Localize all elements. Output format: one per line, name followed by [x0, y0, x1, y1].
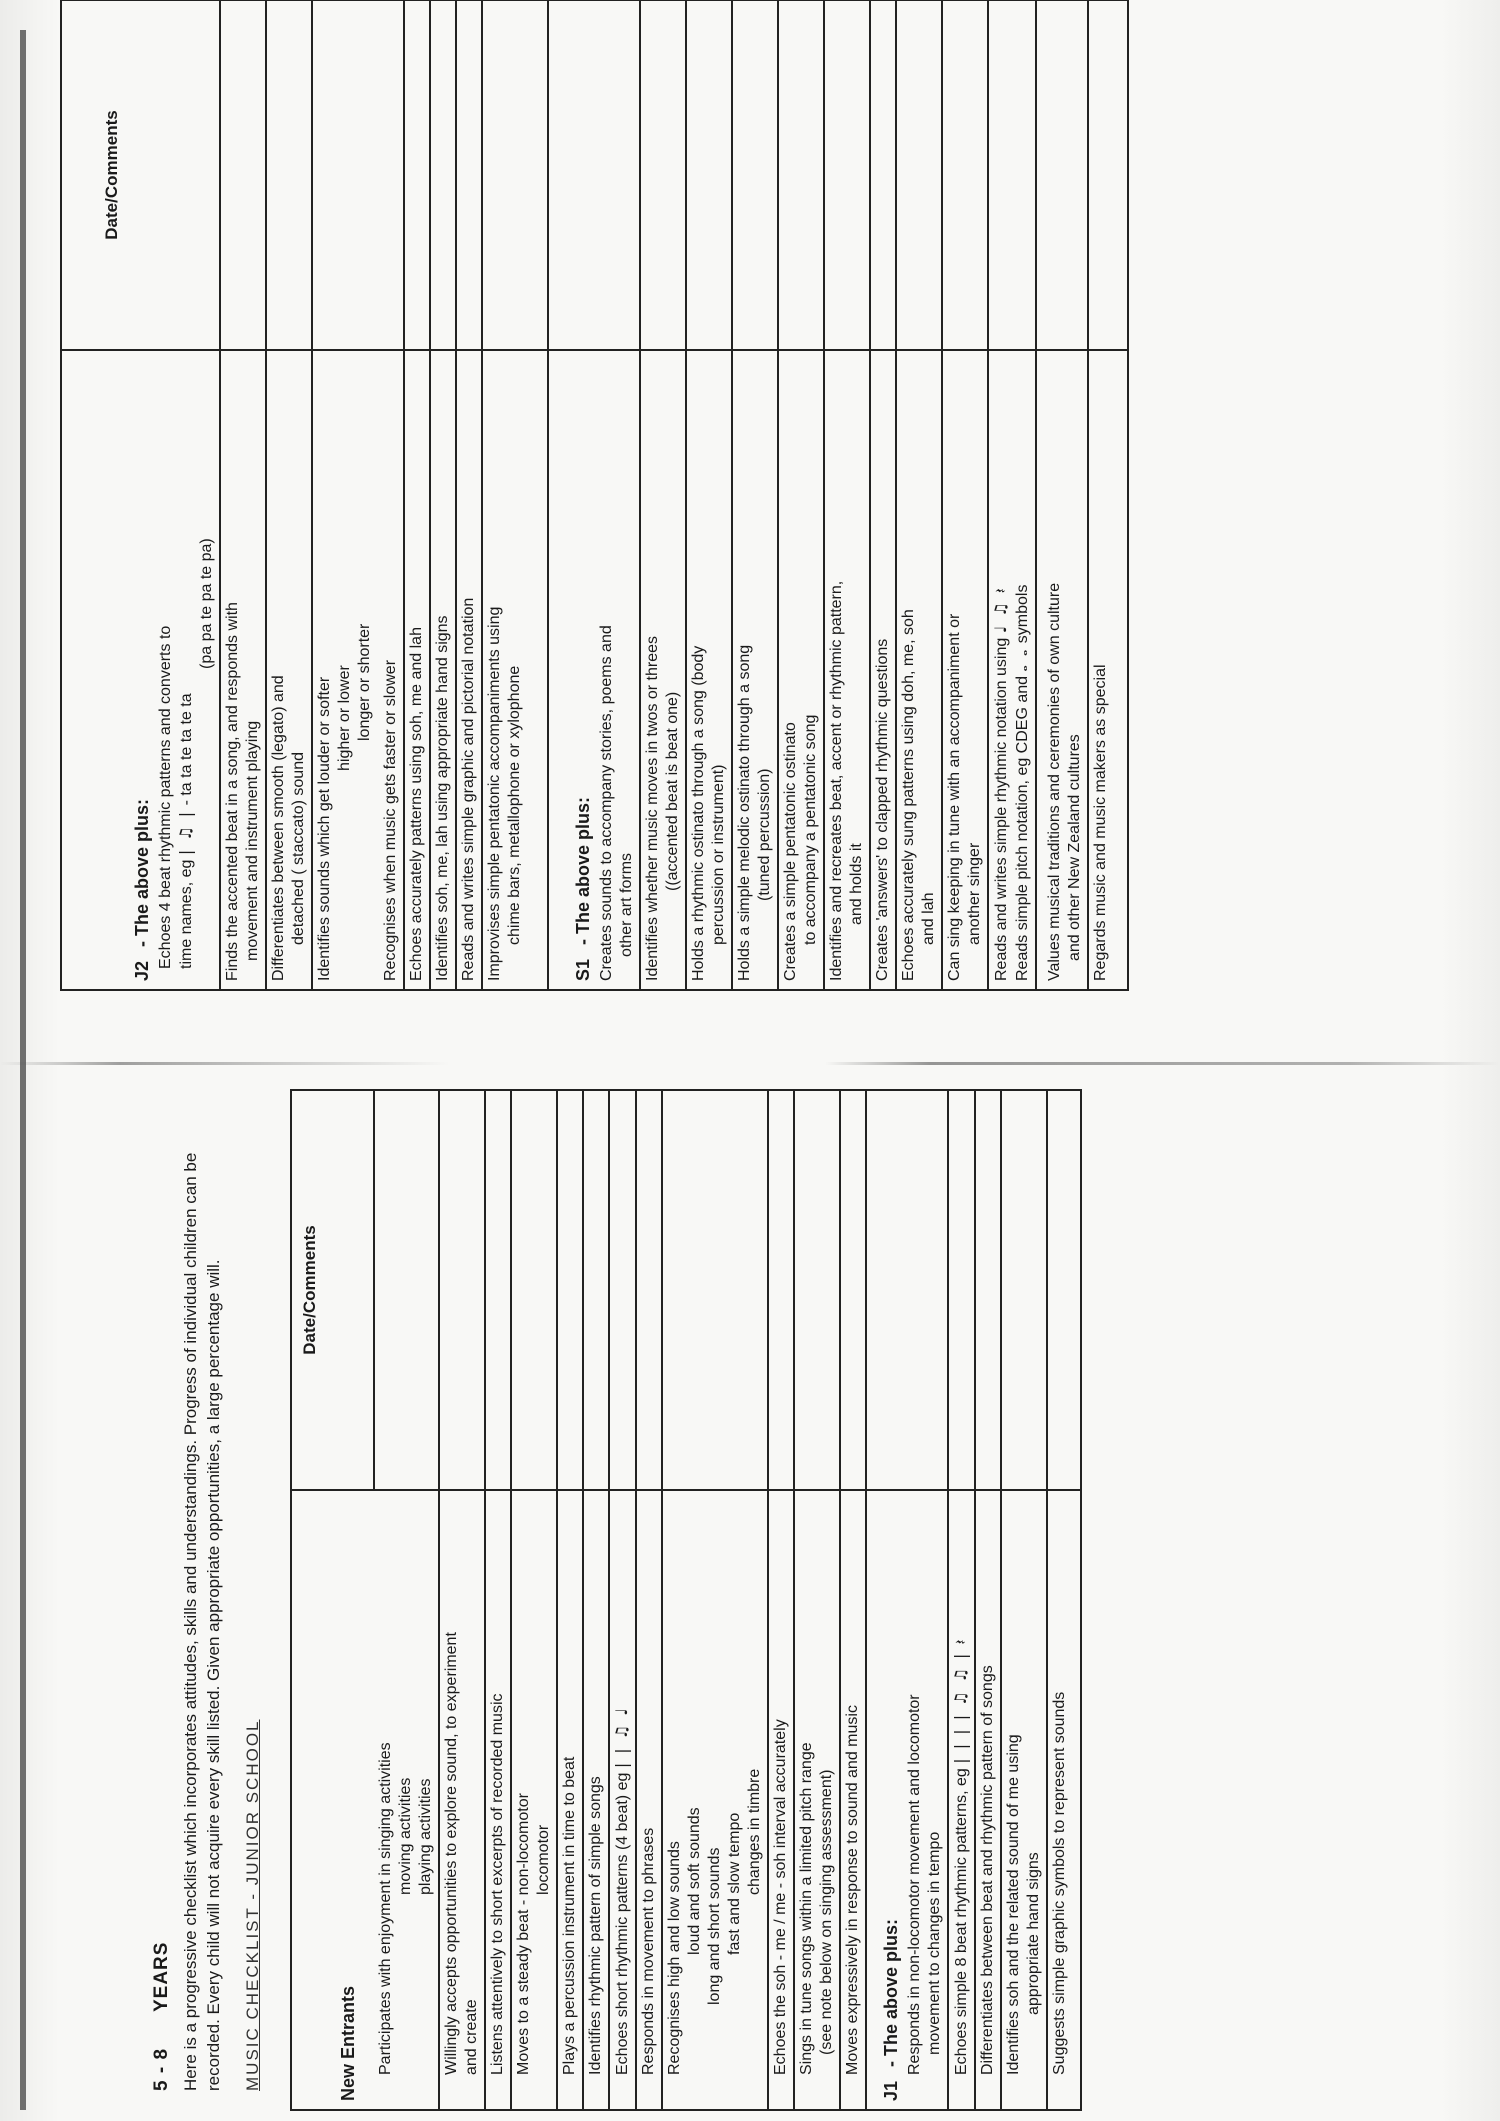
comment-cell[interactable]: [840, 1090, 866, 1490]
age-label: YEARS: [151, 1941, 172, 2013]
checklist-item: [794, 1490, 840, 2110]
checklist-item: [636, 1490, 662, 2110]
item-text: Identifies soh and the related sound of me using: [1005, 1734, 1022, 2075]
item-text: time names, eg: [178, 859, 195, 969]
item-text: Sings in tune songs within a limited pitch range: [798, 1742, 815, 2075]
item-text: playing activities: [417, 1778, 434, 1895]
comment-cell[interactable]: [511, 1090, 557, 1490]
section-heading-text: The above plus:: [573, 796, 593, 934]
item-text: Plays a percussion instrument in time to beat: [561, 1756, 578, 2075]
item-text: Echoes accurately sung patterns using doh, me, soh: [900, 609, 917, 981]
comment-cell[interactable]: [456, 0, 482, 350]
rhythm-notation-icon: ♩ ♫ 𝄽: [991, 586, 1010, 634]
comment-cell[interactable]: [870, 0, 896, 350]
checklist-item: [768, 1490, 794, 2110]
comment-cell[interactable]: [583, 1090, 609, 1490]
comment-cell[interactable]: [988, 0, 1036, 350]
item-text: another singer: [966, 842, 983, 945]
comment-cell[interactable]: [485, 1090, 511, 1490]
comment-cell[interactable]: [866, 1090, 903, 1490]
comment-cell[interactable]: [640, 0, 686, 350]
intro-description: Here is a progressive checklist which incorporates attitudes, skills and understandings. Progress of individual children can be recorded. Every child will not acquire every skill listed. Given appropriate opportunities, a large percentage will.: [181, 1152, 223, 2091]
comment-cell[interactable]: [482, 0, 548, 350]
item-text: movement to changes in tempo: [926, 1831, 943, 2055]
item-text: Responds in movement to phrases: [640, 1827, 657, 2075]
checklist-item: [595, 350, 640, 990]
item-text: longer or shorter: [356, 623, 373, 741]
checklist-item: [640, 350, 686, 990]
age-heading: [150, 1131, 173, 2091]
comment-cell[interactable]: [896, 0, 942, 350]
comment-cell[interactable]: [1088, 0, 1128, 350]
item-text: appropriate hand signs: [1025, 1852, 1042, 2015]
item-text: Identifies sounds which get louder or softer: [316, 676, 333, 981]
new-entrants-heading: New Entrants: [338, 1985, 358, 2101]
checklist-item: [266, 350, 312, 990]
item-text: Identifies rhythmic pattern of simple songs: [587, 1776, 604, 2075]
item-text: and lah: [920, 892, 937, 945]
checklist-table-new-entrants-j1: [290, 1089, 1082, 2111]
item-text: loud and soft sounds: [686, 1807, 703, 1955]
checklist-item: [609, 1490, 636, 2110]
comment-cell[interactable]: [154, 0, 220, 350]
item-text: Recognises high and low sounds: [666, 1841, 683, 2075]
checklist-item: [312, 350, 404, 990]
section-heading-j1: J1- The above plus:: [866, 1490, 903, 2110]
section-code: S1: [573, 958, 593, 981]
checklist-item: [896, 350, 942, 990]
comment-cell[interactable]: [1036, 0, 1088, 350]
item-text: fast and slow tempo: [726, 1812, 743, 1955]
comment-cell[interactable]: [1047, 1090, 1081, 1490]
item-text: (see note below on singing assessment): [818, 1769, 835, 2055]
checklist-item: [778, 350, 824, 990]
section-heading-j2: J2- The above plus:: [61, 350, 154, 990]
section-code: J2: [132, 960, 152, 981]
checklist-item: [511, 1490, 557, 2110]
pitch-notation-icon: 𝅝 𝅝: [1012, 647, 1031, 672]
item-text: Finds the accented beat in a song, and responds with: [224, 602, 241, 981]
checklist-item: [1088, 350, 1128, 990]
item-text: Echoes simple 8 beat rhythmic patterns, eg: [953, 1768, 970, 2075]
item-text: Values musical traditions and ceremonies of own culture: [1046, 582, 1063, 981]
section-code: J1: [881, 2080, 901, 2101]
item-text: Identifies and recreates beat, accent or rhythmic pattern,: [828, 580, 845, 981]
checklist-item: [1001, 1490, 1047, 2110]
rhythm-notation-icon: | | | | ♫ ♫ | 𝄽: [951, 1637, 970, 1764]
section-heading-new-entrants: [291, 1490, 374, 2110]
item-text: Suggests simple graphic symbols to represent sounds: [1051, 1691, 1068, 2075]
comments-column-header: Date/Comments: [291, 1090, 374, 1490]
comment-cell[interactable]: [686, 0, 732, 350]
checklist-item: [220, 350, 266, 990]
item-text: other art forms: [618, 852, 635, 957]
comment-cell[interactable]: [439, 1090, 485, 1490]
item-text: Reads and writes simple graphic and pictorial notation: [460, 597, 477, 981]
item-text: higher or lower: [336, 665, 353, 771]
item-text: Holds a rhythmic ostinato through a song (body: [690, 645, 707, 981]
comment-cell[interactable]: [732, 0, 778, 350]
item-text: Participates with enjoyment in singing activities: [377, 1742, 394, 2075]
checklist-item: [732, 350, 778, 990]
item-text: Regards music and music makers as special: [1092, 664, 1109, 981]
item-text: and other New Zealand cultures: [1066, 734, 1083, 961]
checklist-item: [662, 1490, 768, 2110]
item-text: Recognises when music gets faster or slower: [382, 659, 399, 981]
item-text: Holds a simple melodic ostinato through a song: [736, 644, 753, 981]
checklist-item: [870, 350, 896, 990]
checklist-item: [1036, 350, 1088, 990]
item-text: movement and instrument playing: [244, 720, 261, 961]
age-range: 5 - 8: [151, 2047, 172, 2091]
comment-cell[interactable]: [662, 1090, 768, 1490]
checklist-item: [948, 1490, 975, 2110]
document-title: MUSIC CHECKLIST - JUNIOR SCHOOL: [243, 1719, 262, 2091]
item-text: Identifies whether music moves in twos or threes: [644, 635, 661, 981]
section-heading-text: The above plus:: [881, 1918, 901, 2056]
item-text: Creates a simple pentatonic ostinato: [782, 722, 799, 981]
checklist-item: [485, 1490, 511, 2110]
checklist-item: [840, 1490, 866, 2110]
item-text: detached ( staccato) sound: [290, 751, 307, 945]
item-text: percussion or instrument): [710, 764, 727, 945]
item-text: Listens attentively to short excerpts of recorded music: [489, 1693, 506, 2075]
item-text: Moves to a steady beat - non-locomotor: [515, 1793, 532, 2075]
item-text: Reads and writes simple rhythmic notation using: [993, 637, 1010, 981]
item-text: Can sing keeping in tune with an accompaniment or: [946, 613, 963, 981]
comment-cell[interactable]: [266, 0, 312, 350]
checklist-item: [154, 350, 220, 990]
item-text: changes in timbre: [746, 1768, 763, 1895]
item-text: Improvises simple pentatonic accompaniments using: [486, 606, 503, 981]
comments-column-header: Date/Comments: [61, 0, 154, 350]
checklist-item: [1047, 1490, 1081, 2110]
checklist-item: [975, 1490, 1001, 2110]
comment-cell[interactable]: [778, 0, 824, 350]
item-text: and holds it: [848, 843, 865, 925]
checklist-item: [583, 1490, 609, 2110]
item-text: Echoes accurately patterns using soh, me and lah: [408, 627, 425, 981]
item-text: Identifies soh, me, lah using appropriate hand signs: [434, 615, 451, 981]
checklist-item: [988, 350, 1036, 990]
intro-block: [150, 1131, 264, 2091]
checklist-item: [903, 1490, 948, 2110]
item-text: - ta ta te ta te ta: [178, 693, 195, 806]
checklist-item: [686, 350, 732, 990]
item-text: locomotor: [535, 1824, 552, 1895]
comment-cell[interactable]: [595, 0, 640, 350]
checklist-item: [482, 350, 548, 990]
item-text: Willingly accepts opportunities to explore sound, to experiment: [443, 1632, 460, 2075]
comment-cell[interactable]: [220, 0, 266, 350]
item-text: Differentiates between beat and rhythmic pattern of songs: [979, 1665, 996, 2075]
comment-cell[interactable]: [557, 1090, 583, 1490]
item-text: to accompany a pentatonic song: [802, 714, 819, 945]
section-heading-s1: S1- The above plus:: [548, 350, 595, 990]
item-text: chime bars, metallophone or xylophone: [506, 665, 523, 945]
comment-cell[interactable]: [374, 1090, 439, 1490]
checklist-item: [404, 350, 430, 990]
comment-cell[interactable]: [404, 0, 430, 350]
section-heading-text: The above plus:: [132, 798, 152, 936]
checklist-item: [456, 350, 482, 990]
item-text: (pa pa te pa te pa): [198, 538, 215, 669]
checklist-item: [824, 350, 870, 990]
item-text: Responds in non-locomotor movement and locomotor: [906, 1694, 923, 2075]
item-text: and create: [463, 1999, 480, 2075]
checklist-item: [557, 1490, 583, 2110]
item-text: moving activities: [397, 1777, 414, 1895]
item-text: (tuned percussion): [756, 768, 773, 901]
item-text: Echoes 4 beat rhythmic patterns and converts to: [157, 625, 174, 969]
comment-cell[interactable]: [1001, 1090, 1047, 1490]
item-text: ((accented beat is beat one): [664, 691, 681, 891]
comment-cell[interactable]: [824, 0, 870, 350]
item-text: Creates sounds to accompany stories, poems and: [598, 625, 615, 981]
checklist-item: [430, 350, 456, 990]
item-text: Echoes the soh - me / me - soh interval accurately: [772, 1719, 789, 2075]
checklist-item: [374, 1490, 439, 2110]
comment-cell[interactable]: [636, 1090, 662, 1490]
item-text: Moves expressively in response to sound and music: [844, 1705, 861, 2075]
checklist-table-j2-s1: [60, 0, 1129, 991]
checklist-item: [942, 350, 988, 990]
comment-cell[interactable]: [948, 1090, 975, 1490]
comment-cell[interactable]: [903, 1090, 948, 1490]
item-text: symbols: [1014, 584, 1031, 644]
comment-cell[interactable]: [609, 1090, 636, 1490]
item-text: Echoes short rhythmic patterns (4 beat) eg: [614, 1772, 631, 2075]
comment-cell[interactable]: [768, 1090, 794, 1490]
checklist-item: [439, 1490, 485, 2110]
rhythm-notation-icon: | | ♫ ♩: [612, 1706, 631, 1769]
item-text: Creates 'answers' to clapped rhythmic questions: [874, 638, 891, 981]
comment-cell[interactable]: [975, 1090, 1001, 1490]
item-text: Differentiates between smooth (legato) and: [270, 675, 287, 981]
rhythm-notation-icon: | ♫ |: [176, 809, 195, 856]
comment-cell[interactable]: [312, 0, 404, 350]
comment-cell[interactable]: [548, 0, 595, 350]
comment-cell[interactable]: [794, 1090, 840, 1490]
item-text: Reads simple pitch notation, eg CDEG and: [1014, 675, 1031, 981]
item-text: long and short sounds: [706, 1847, 723, 2005]
comment-cell[interactable]: [430, 0, 456, 350]
comment-cell[interactable]: [942, 0, 988, 350]
